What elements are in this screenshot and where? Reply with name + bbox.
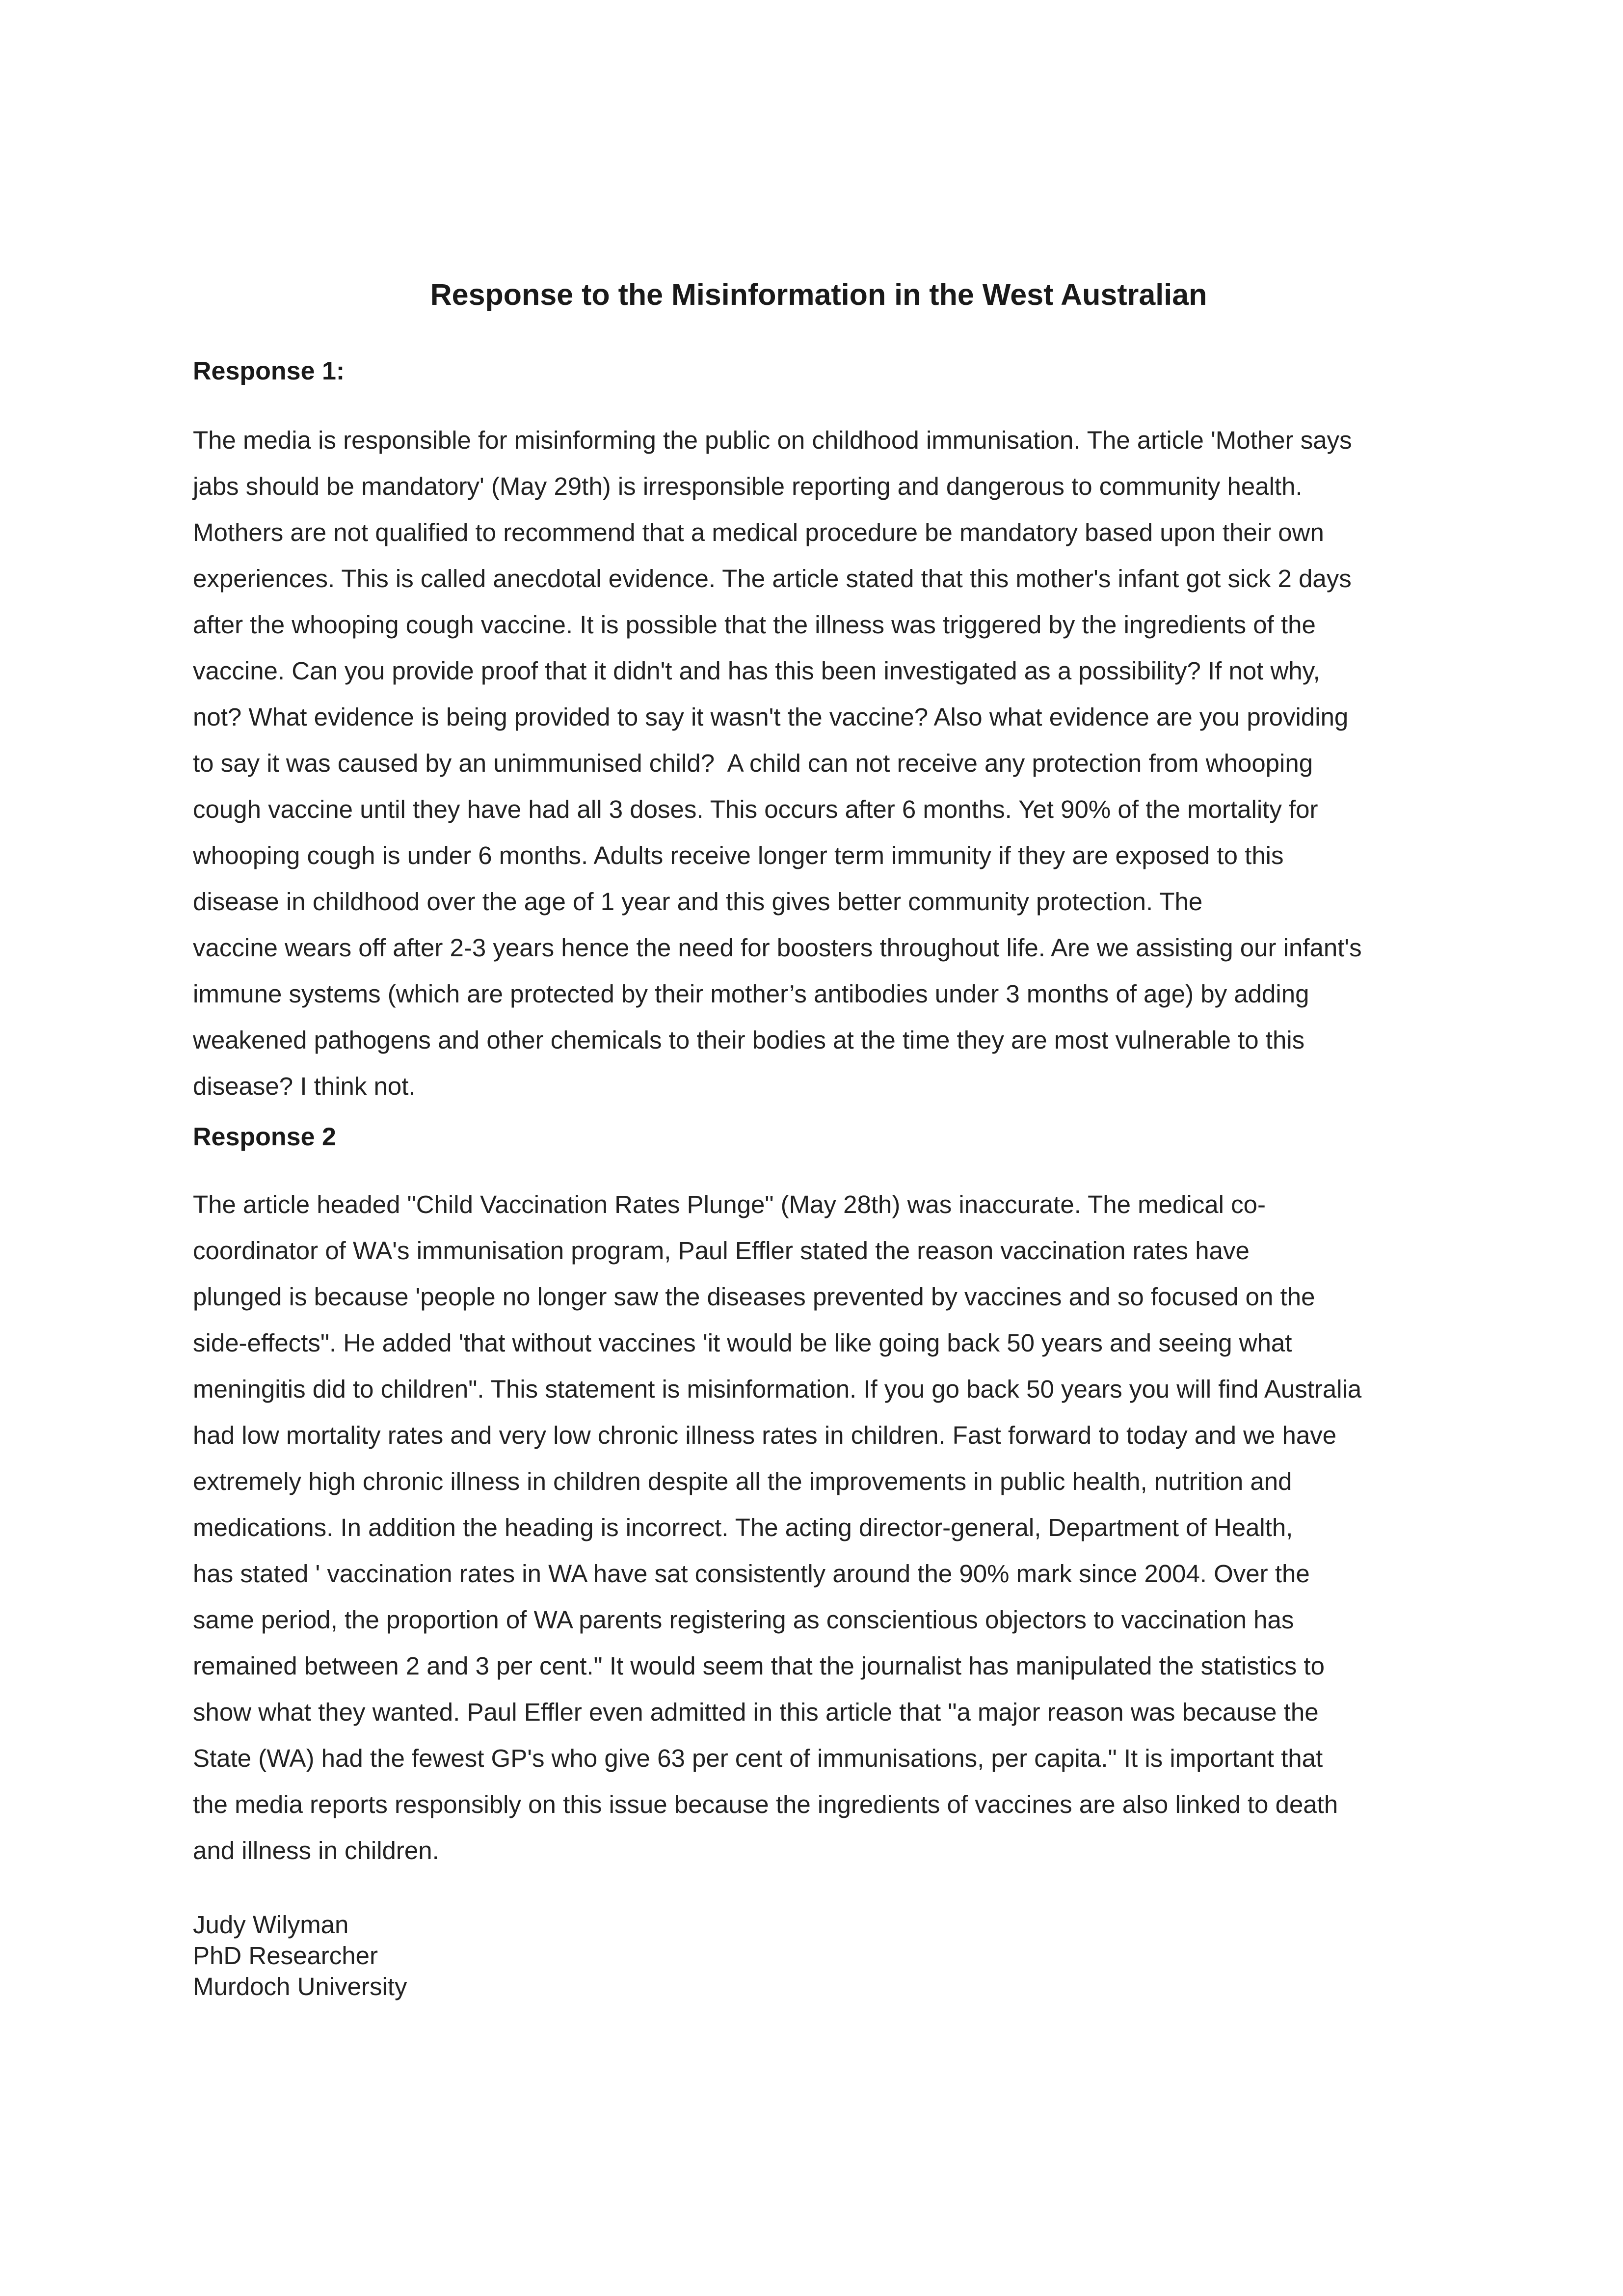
text-line: remained between 2 and 3 per cent." It would seem that the journalist has manipulated the statistics to (193, 1652, 1325, 1680)
signature-affiliation: Murdoch University (193, 1972, 407, 2000)
text-line: The article headed "Child Vaccination Rates Plunge" (May 28th) was inaccurate. The medical co- (193, 1190, 1266, 1218)
text-line: coordinator of WA's immunisation program, Paul Effler stated the reason vaccination rates have (193, 1237, 1250, 1265)
text-line: immune systems (which are protected by their mother’s antibodies under 3 months of age) by adding (193, 980, 1309, 1008)
signature-role: PhD Researcher (193, 1942, 378, 1970)
text-line: and illness in children. (193, 1837, 439, 1864)
text-line: had low mortality rates and very low chronic illness rates in children. Fast forward to today and we have (193, 1421, 1337, 1449)
text-line: meningitis did to children". This statement is misinformation. If you go back 50 years you will find Australia (193, 1375, 1362, 1403)
response-1-heading: Response 1: (193, 357, 345, 385)
text-line: side-effects". He added 'that without vaccines 'it would be like going back 50 years and seeing what (193, 1329, 1292, 1357)
text-line: not? What evidence is being provided to say it wasn't the vaccine? Also what evidence are you providing (193, 703, 1349, 731)
signature-name: Judy Wilyman (193, 1911, 349, 1939)
text-line: Mothers are not qualified to recommend that a medical procedure be mandatory based upon their own (193, 518, 1324, 546)
response-1-body (193, 417, 1362, 1109)
text-line: vaccine wears off after 2-3 years hence the need for boosters throughout life. Are we assisting our infant's (193, 934, 1362, 962)
text-line: disease? I think not. (193, 1072, 416, 1100)
text-line: The media is responsible for misinforming the public on childhood immunisation. The article 'Mother says (193, 426, 1352, 454)
text-line: to say it was caused by an unimmunised child? A child can not receive any protection from whooping (193, 749, 1313, 777)
text-line: medications. In addition the heading is incorrect. The acting director-general, Department of Health, (193, 1513, 1293, 1541)
text-line: disease in childhood over the age of 1 year and this gives better community protection. The (193, 888, 1203, 916)
text-line: whooping cough is under 6 months. Adults receive longer term immunity if they are exposed to this (193, 841, 1284, 869)
text-line: after the whooping cough vaccine. It is possible that the illness was triggered by the ingredients of the (193, 611, 1316, 639)
text-line: show what they wanted. Paul Effler even admitted in this article that "a major reason was because the (193, 1698, 1319, 1726)
text-line: cough vaccine until they have had all 3 doses. This occurs after 6 months. Yet 90% of the mortality for (193, 795, 1318, 823)
response-2-heading: Response 2 (193, 1123, 336, 1151)
text-line: experiences. This is called anecdotal evidence. The article stated that this mother's infant got sick 2 days (193, 565, 1352, 593)
document-title: Response to the Misinformation in the West Australian (430, 278, 1207, 311)
text-line: extremely high chronic illness in children despite all the improvements in public health, nutrition and (193, 1467, 1292, 1495)
text-line: State (WA) had the fewest GP's who give 63 per cent of immunisations, per capita." It is important that (193, 1744, 1323, 1772)
response-2-body (193, 1182, 1361, 1874)
text-line: the media reports responsibly on this issue because the ingredients of vaccines are also linked to death (193, 1790, 1338, 1818)
text-line: vaccine. Can you provide proof that it didn't and has this been investigated as a possibility? If not why, (193, 657, 1320, 685)
text-line: jabs should be mandatory' (May 29th) is irresponsible reporting and dangerous to community health. (193, 472, 1303, 500)
text-line: plunged is because 'people no longer saw the diseases prevented by vaccines and so focused on the (193, 1283, 1315, 1311)
text-line: weakened pathogens and other chemicals to their bodies at the time they are most vulnerable to this (193, 1026, 1305, 1054)
text-line: has stated ' vaccination rates in WA have sat consistently around the 90% mark since 2004. Over the (193, 1560, 1310, 1588)
signature-block (193, 1909, 407, 2002)
text-line: same period, the proportion of WA parents registering as conscientious objectors to vaccination has (193, 1606, 1294, 1634)
